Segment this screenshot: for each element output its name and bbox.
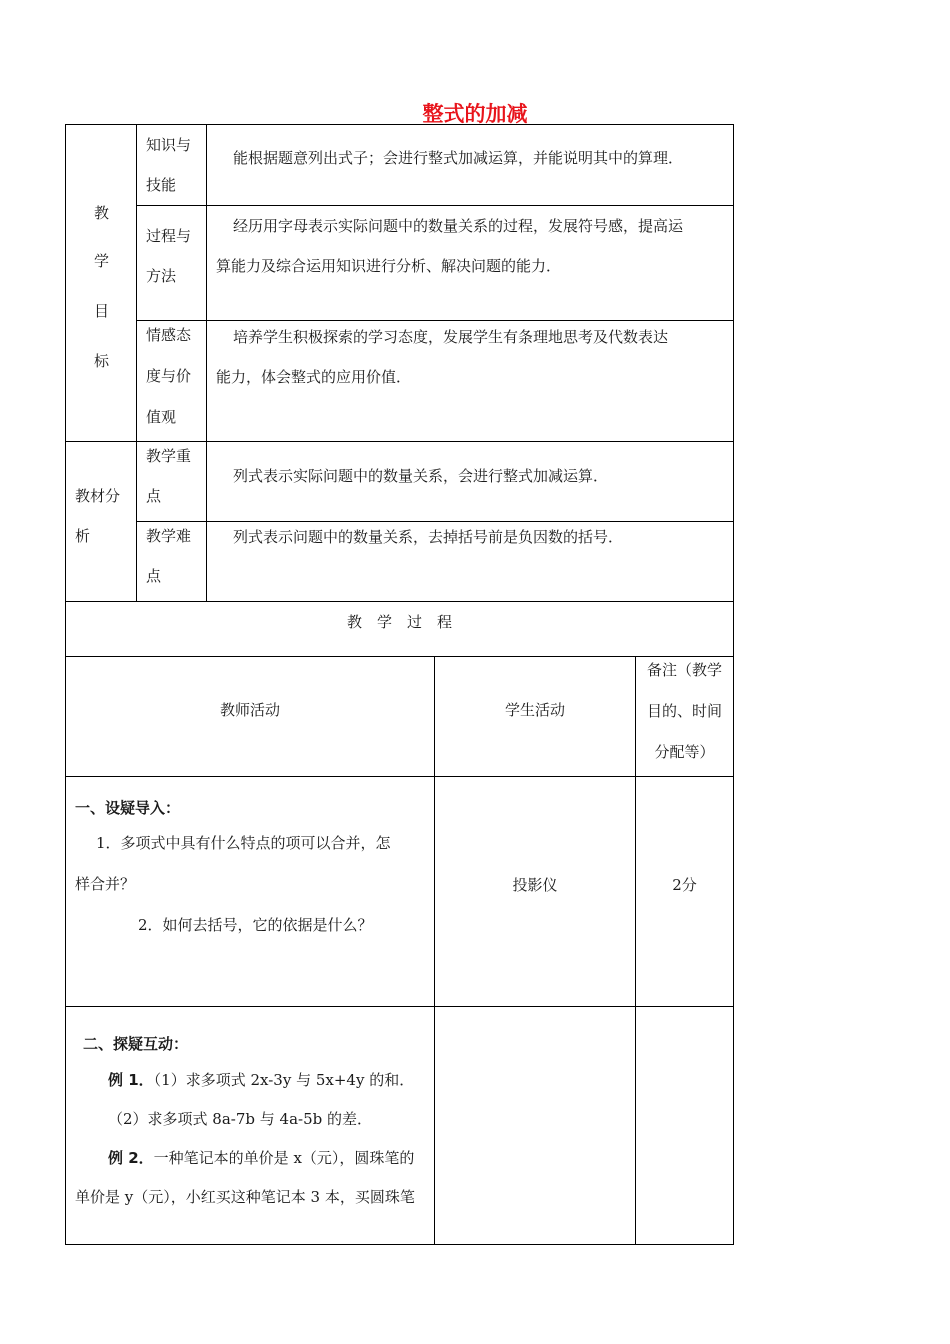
knowledge-label-cell xyxy=(136,124,207,206)
difficulty-label-cell xyxy=(136,521,207,602)
emotion-label-line: 度与价 xyxy=(146,367,192,385)
emotion-label-cell xyxy=(136,320,207,442)
knowledge-label-line: 知识与 xyxy=(146,136,192,154)
example2-line xyxy=(75,1139,415,1178)
difficulty-text-cell xyxy=(206,521,734,602)
document-title: 整式的加减 xyxy=(422,102,528,126)
difficulty-text: 列式表示问题中的数量关系，去掉括号前是负因数的括号． xyxy=(233,528,624,546)
key-point-label-cell xyxy=(136,441,207,522)
goals-label-char: 教 xyxy=(94,204,110,222)
process-label-cell xyxy=(136,205,207,321)
example1-label: 例 1． xyxy=(108,1071,154,1089)
key-point-text: 列式表示实际问题中的数量关系，会进行整式加减运算． xyxy=(233,467,609,485)
example2-label: 例 2． xyxy=(108,1149,154,1167)
section1-note-cell xyxy=(635,776,734,1007)
goals-label-char: 学 xyxy=(94,252,110,270)
key-point-label-line: 点 xyxy=(146,487,162,505)
key-point-label-line: 教学重 xyxy=(146,447,192,465)
section1-question-line: 样合并？ xyxy=(75,875,136,893)
goals-label-char: 目 xyxy=(94,302,110,320)
key-point-text-cell xyxy=(206,441,734,522)
process-text-cell xyxy=(206,205,734,321)
notes-column-label-line: 分配等） xyxy=(654,743,715,761)
notes-column-label-line: 备注（教学 xyxy=(646,661,722,679)
material-label-line: 教材分 xyxy=(75,487,121,505)
goals-label-cell xyxy=(65,124,137,442)
example2-text2: 单价是 y（元），小红买这种笔记本 3 本，买圆珠笔 xyxy=(75,1188,415,1206)
section1-student-cell xyxy=(434,776,636,1007)
section1-teacher-cell xyxy=(65,776,435,1007)
process-label-line: 过程与 xyxy=(146,227,192,245)
material-label-line: 析 xyxy=(75,527,91,545)
process-label-line: 方法 xyxy=(146,267,177,285)
example1-line xyxy=(75,1061,415,1100)
section1-student-text: 投影仪 xyxy=(512,876,558,894)
teacher-column-label: 教师活动 xyxy=(219,701,280,719)
knowledge-text-cell xyxy=(206,124,734,206)
section2-student-cell xyxy=(434,1006,636,1245)
goals-label-char: 标 xyxy=(94,352,110,370)
difficulty-label-line: 点 xyxy=(146,567,162,585)
section2-note-cell xyxy=(635,1006,734,1245)
difficulty-label-line: 教学难 xyxy=(146,527,192,545)
process-text-line: 经历用字母表示实际问题中的数量关系的过程，发展符号感，提高运 xyxy=(233,217,684,235)
student-column-header xyxy=(434,656,636,777)
notes-column-label-line: 目的、时间 xyxy=(646,702,722,720)
example1-part1: （1）求多项式 2x-3y 与 5x+4y 的和． xyxy=(153,1071,415,1089)
process-text-line: 算能力及综合运用知识进行分析、解决问题的能力． xyxy=(216,257,562,275)
section2-heading: 二、探疑互动： xyxy=(83,1035,189,1053)
emotion-text-line: 培养学生积极探索的学习态度，发展学生有条理地思考及代数表达 xyxy=(233,328,669,346)
knowledge-label-line: 技能 xyxy=(146,176,177,194)
section1-note-text: 2分 xyxy=(672,876,697,894)
emotion-label-line: 情感态 xyxy=(146,326,192,344)
student-column-label: 学生活动 xyxy=(504,701,565,719)
process-title: 教 学 过 程 xyxy=(346,613,452,631)
section1-heading: 一、设疑导入： xyxy=(75,799,181,817)
material-label-cell xyxy=(65,441,137,602)
emotion-text-line: 能力，体会整式的应用价值． xyxy=(216,368,412,386)
section2-teacher-cell xyxy=(65,1006,435,1245)
example1-part2: （2）求多项式 8a-7b 与 4a-5b 的差． xyxy=(108,1110,373,1128)
knowledge-text: 能根据题意列出式子；会进行整式加减运算，并能说明其中的算理． xyxy=(233,149,684,167)
teacher-column-header xyxy=(65,656,435,777)
section1-question-line: 1．多项式中具有什么特点的项可以合并，怎 xyxy=(96,834,391,852)
section1-question-line: 2．如何去括号，它的依据是什么？ xyxy=(138,916,373,934)
notes-column-header xyxy=(635,656,734,777)
process-title-cell xyxy=(65,601,734,657)
example2-text1: 一种笔记本的单价是 x（元），圆珠笔的 xyxy=(153,1149,415,1167)
emotion-text-cell xyxy=(206,320,734,442)
emotion-label-line: 值观 xyxy=(146,408,177,426)
